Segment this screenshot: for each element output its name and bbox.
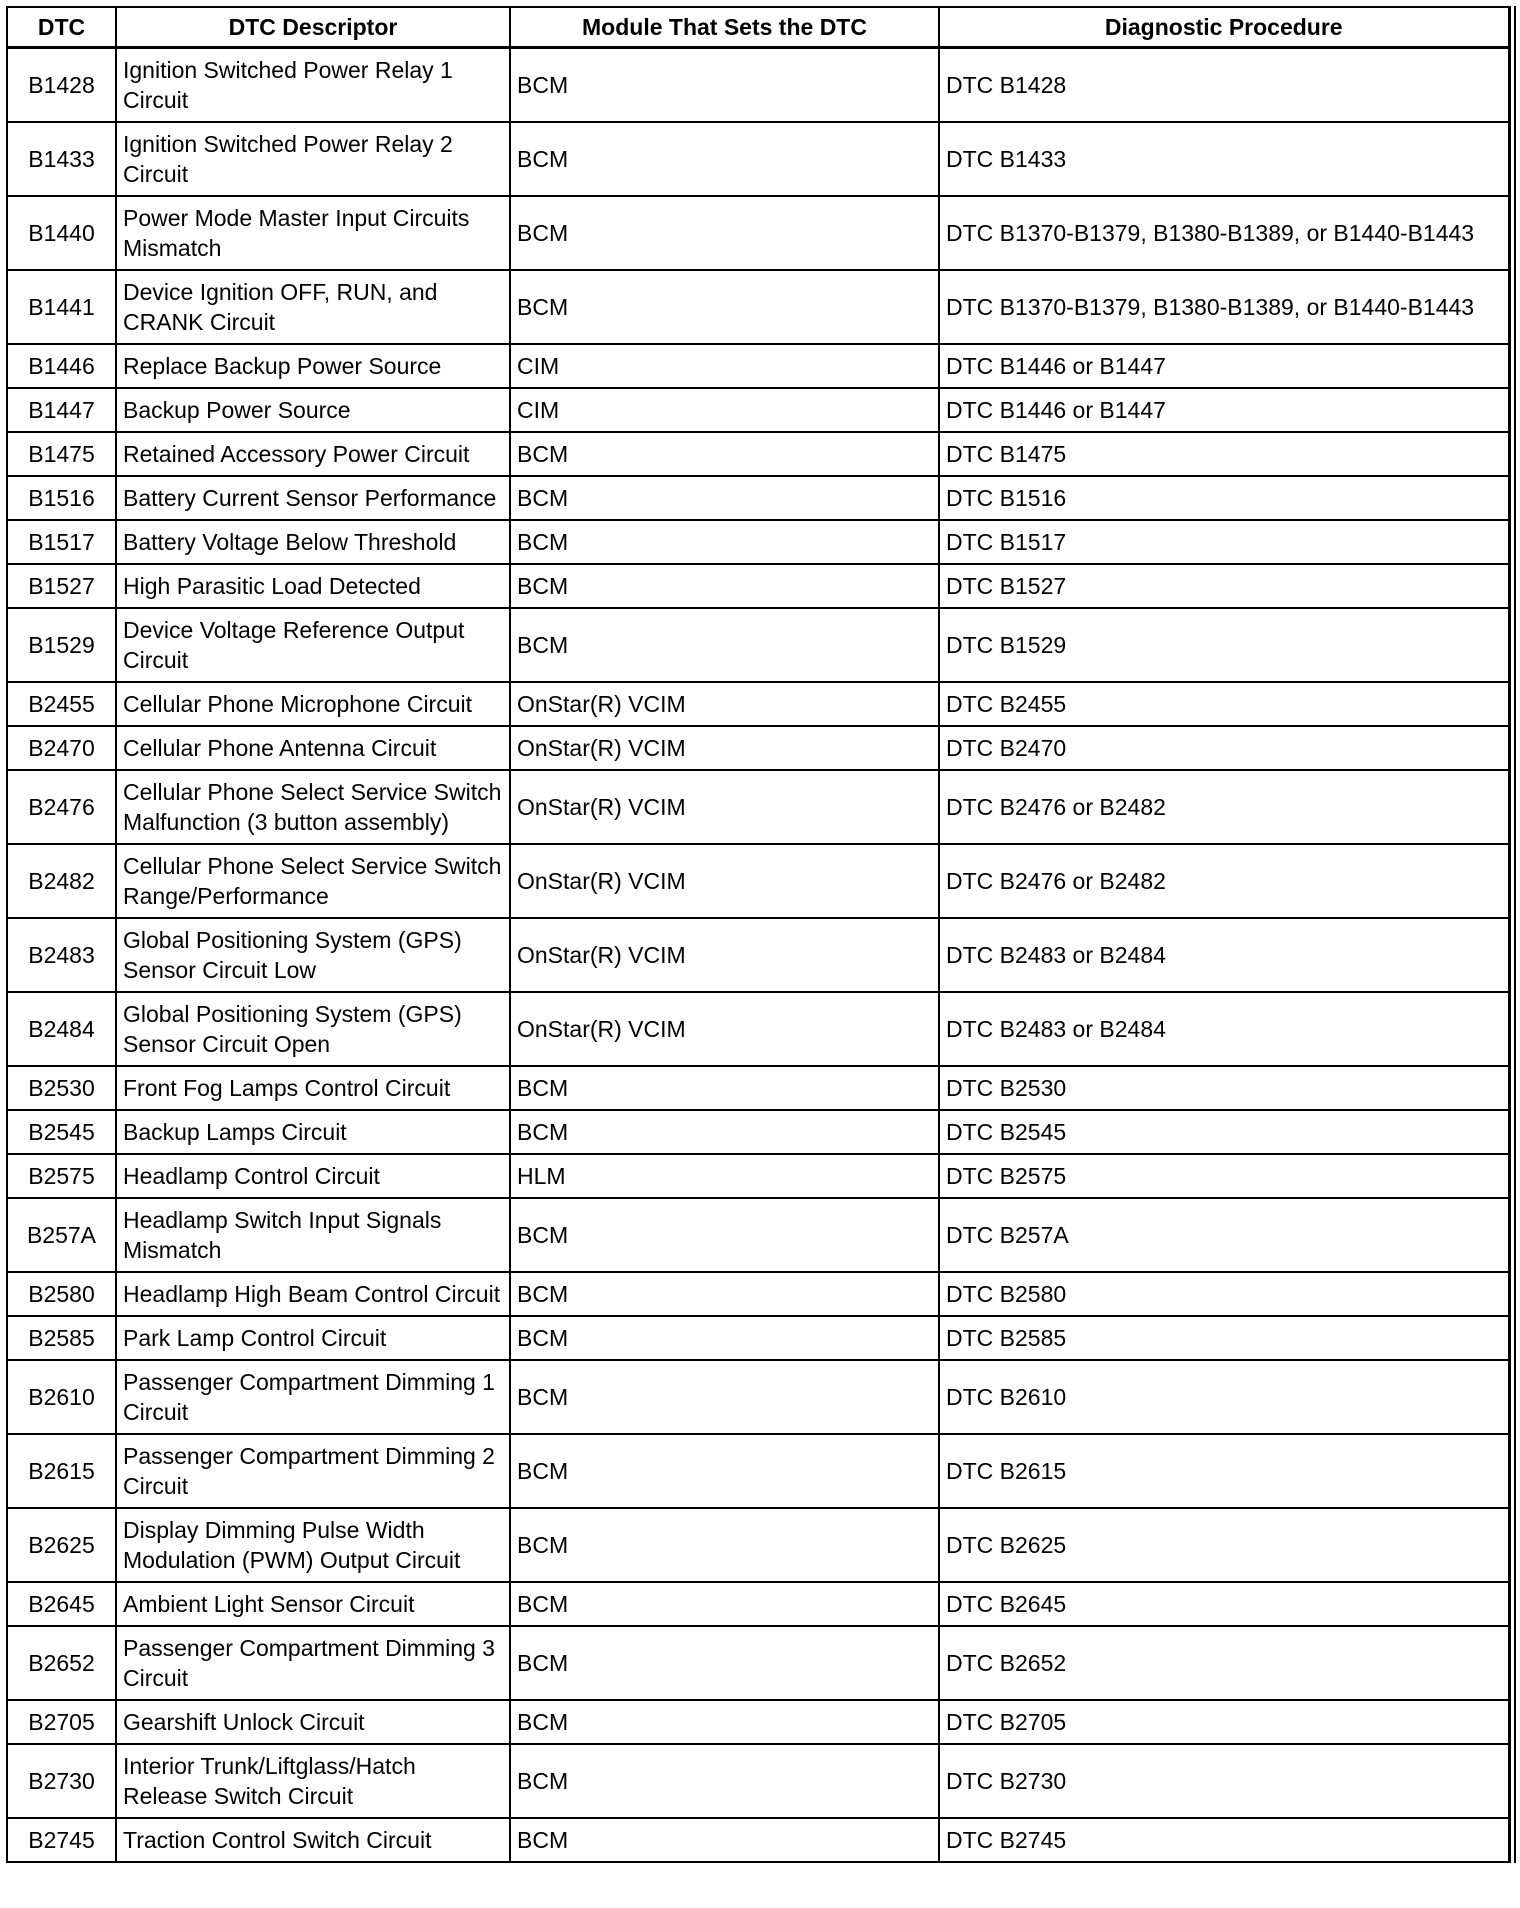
table-row (7, 726, 1509, 770)
header-descriptor: DTC Descriptor (116, 7, 510, 48)
diagnostic-procedure-cell: DTC B1529 (939, 608, 1509, 682)
dtc-descriptor-cell: Battery Voltage Below Threshold (116, 520, 510, 564)
diagnostic-procedure-cell: DTC B1370-B1379, B1380-B1389, or B1440-B1443 (939, 270, 1509, 344)
header-module: Module That Sets the DTC (510, 7, 939, 48)
diagnostic-procedure-cell: DTC B1446 or B1447 (939, 388, 1509, 432)
module-cell: BCM (510, 196, 939, 270)
dtc-code-cell: B2470 (7, 726, 116, 770)
dtc-code-cell: B1441 (7, 270, 116, 344)
dtc-table (6, 6, 1511, 1863)
dtc-code-cell: B1517 (7, 520, 116, 564)
module-cell: BCM (510, 520, 939, 564)
table-right-rule (1514, 6, 1516, 1863)
dtc-descriptor-cell: Front Fog Lamps Control Circuit (116, 1066, 510, 1110)
dtc-descriptor-cell: Backup Lamps Circuit (116, 1110, 510, 1154)
dtc-code-cell: B2455 (7, 682, 116, 726)
dtc-descriptor-cell: Retained Accessory Power Circuit (116, 432, 510, 476)
dtc-code-cell: B2615 (7, 1434, 116, 1508)
dtc-code-cell: B1440 (7, 196, 116, 270)
table-row (7, 918, 1509, 992)
dtc-descriptor-cell: Cellular Phone Microphone Circuit (116, 682, 510, 726)
diagnostic-procedure-cell: DTC B1428 (939, 48, 1509, 123)
diagnostic-procedure-cell: DTC B2585 (939, 1316, 1509, 1360)
module-cell: OnStar(R) VCIM (510, 682, 939, 726)
diagnostic-procedure-cell: DTC B2615 (939, 1434, 1509, 1508)
module-cell: OnStar(R) VCIM (510, 918, 939, 992)
module-cell: BCM (510, 1626, 939, 1700)
table-row (7, 196, 1509, 270)
dtc-descriptor-cell: Cellular Phone Select Service Switch Malfunction (3 button assembly) (116, 770, 510, 844)
module-cell: BCM (510, 1818, 939, 1862)
diagnostic-procedure-cell: DTC B1370-B1379, B1380-B1389, or B1440-B1443 (939, 196, 1509, 270)
dtc-code-cell: B2652 (7, 1626, 116, 1700)
table-body (7, 48, 1509, 1863)
module-cell: BCM (510, 1582, 939, 1626)
dtc-code-cell: B1516 (7, 476, 116, 520)
dtc-code-cell: B2476 (7, 770, 116, 844)
dtc-descriptor-cell: Headlamp Control Circuit (116, 1154, 510, 1198)
dtc-descriptor-cell: Battery Current Sensor Performance (116, 476, 510, 520)
table-row (7, 1626, 1509, 1700)
dtc-code-cell: B2575 (7, 1154, 116, 1198)
module-cell: BCM (510, 1066, 939, 1110)
dtc-descriptor-cell: Passenger Compartment Dimming 2 Circuit (116, 1434, 510, 1508)
table-row (7, 270, 1509, 344)
diagnostic-procedure-cell: DTC B1475 (939, 432, 1509, 476)
table-row (7, 608, 1509, 682)
dtc-code-cell: B2545 (7, 1110, 116, 1154)
diagnostic-procedure-cell: DTC B2580 (939, 1272, 1509, 1316)
dtc-code-cell: B2530 (7, 1066, 116, 1110)
module-cell: BCM (510, 1198, 939, 1272)
dtc-descriptor-cell: Headlamp Switch Input Signals Mismatch (116, 1198, 510, 1272)
module-cell: BCM (510, 1744, 939, 1818)
diagnostic-procedure-cell: DTC B2470 (939, 726, 1509, 770)
table-row (7, 432, 1509, 476)
module-cell: BCM (510, 1700, 939, 1744)
module-cell: BCM (510, 48, 939, 123)
table-row (7, 344, 1509, 388)
dtc-code-cell: B1428 (7, 48, 116, 123)
table-row (7, 992, 1509, 1066)
dtc-code-cell: B1447 (7, 388, 116, 432)
table-row (7, 48, 1509, 123)
diagnostic-procedure-cell: DTC B2545 (939, 1110, 1509, 1154)
diagnostic-procedure-cell: DTC B2476 or B2482 (939, 770, 1509, 844)
diagnostic-procedure-cell: DTC B2730 (939, 1744, 1509, 1818)
diagnostic-procedure-cell: DTC B2455 (939, 682, 1509, 726)
dtc-code-cell: B2483 (7, 918, 116, 992)
dtc-code-cell: B1529 (7, 608, 116, 682)
module-cell: BCM (510, 270, 939, 344)
dtc-descriptor-cell: Park Lamp Control Circuit (116, 1316, 510, 1360)
module-cell: OnStar(R) VCIM (510, 726, 939, 770)
table-row (7, 682, 1509, 726)
table-row (7, 1360, 1509, 1434)
dtc-descriptor-cell: Display Dimming Pulse Width Modulation (PWM) Output Circuit (116, 1508, 510, 1582)
module-cell: HLM (510, 1154, 939, 1198)
dtc-descriptor-cell: Traction Control Switch Circuit (116, 1818, 510, 1862)
table-row (7, 1154, 1509, 1198)
diagnostic-procedure-cell: DTC B2745 (939, 1818, 1509, 1862)
header-dtc: DTC (7, 7, 116, 48)
dtc-descriptor-cell: Ignition Switched Power Relay 2 Circuit (116, 122, 510, 196)
dtc-code-cell: B2625 (7, 1508, 116, 1582)
diagnostic-procedure-cell: DTC B2483 or B2484 (939, 918, 1509, 992)
diagnostic-procedure-cell: DTC B1517 (939, 520, 1509, 564)
dtc-descriptor-cell: Passenger Compartment Dimming 3 Circuit (116, 1626, 510, 1700)
table-row (7, 1744, 1509, 1818)
diagnostic-procedure-cell: DTC B1527 (939, 564, 1509, 608)
diagnostic-procedure-cell: DTC B1446 or B1447 (939, 344, 1509, 388)
dtc-code-cell: B2610 (7, 1360, 116, 1434)
table-row (7, 1110, 1509, 1154)
diagnostic-procedure-cell: DTC B1433 (939, 122, 1509, 196)
diagnostic-procedure-cell: DTC B2530 (939, 1066, 1509, 1110)
dtc-descriptor-cell: Passenger Compartment Dimming 1 Circuit (116, 1360, 510, 1434)
module-cell: BCM (510, 1508, 939, 1582)
table-row (7, 1066, 1509, 1110)
dtc-descriptor-cell: Power Mode Master Input Circuits Mismatch (116, 196, 510, 270)
dtc-descriptor-cell: Replace Backup Power Source (116, 344, 510, 388)
diagnostic-procedure-cell: DTC B2575 (939, 1154, 1509, 1198)
table-row (7, 844, 1509, 918)
table-row (7, 1700, 1509, 1744)
diagnostic-procedure-cell: DTC B2625 (939, 1508, 1509, 1582)
module-cell: BCM (510, 432, 939, 476)
module-cell: BCM (510, 1110, 939, 1154)
module-cell: BCM (510, 122, 939, 196)
diagnostic-procedure-cell: DTC B2652 (939, 1626, 1509, 1700)
module-cell: CIM (510, 388, 939, 432)
table-row (7, 476, 1509, 520)
header-row (7, 7, 1509, 48)
table-row (7, 1434, 1509, 1508)
dtc-code-cell: B1475 (7, 432, 116, 476)
dtc-code-cell: B1527 (7, 564, 116, 608)
table-row (7, 1818, 1509, 1862)
table-row (7, 1582, 1509, 1626)
dtc-code-cell: B2645 (7, 1582, 116, 1626)
table-row (7, 1272, 1509, 1316)
module-cell: BCM (510, 608, 939, 682)
dtc-descriptor-cell: Gearshift Unlock Circuit (116, 1700, 510, 1744)
dtc-code-cell: B2482 (7, 844, 116, 918)
diagnostic-procedure-cell: DTC B2476 or B2482 (939, 844, 1509, 918)
diagnostic-procedure-cell: DTC B2645 (939, 1582, 1509, 1626)
dtc-code-cell: B2730 (7, 1744, 116, 1818)
dtc-descriptor-cell: Ambient Light Sensor Circuit (116, 1582, 510, 1626)
dtc-code-cell: B1433 (7, 122, 116, 196)
module-cell: OnStar(R) VCIM (510, 992, 939, 1066)
diagnostic-procedure-cell: DTC B257A (939, 1198, 1509, 1272)
dtc-descriptor-cell: Global Positioning System (GPS) Sensor Circuit Open (116, 992, 510, 1066)
module-cell: BCM (510, 476, 939, 520)
dtc-descriptor-cell: Device Ignition OFF, RUN, and CRANK Circuit (116, 270, 510, 344)
header-procedure: Diagnostic Procedure (939, 7, 1509, 48)
table-row (7, 520, 1509, 564)
diagnostic-procedure-cell: DTC B2610 (939, 1360, 1509, 1434)
dtc-descriptor-cell: Cellular Phone Antenna Circuit (116, 726, 510, 770)
dtc-descriptor-cell: High Parasitic Load Detected (116, 564, 510, 608)
module-cell: OnStar(R) VCIM (510, 770, 939, 844)
dtc-descriptor-cell: Headlamp High Beam Control Circuit (116, 1272, 510, 1316)
table-row (7, 388, 1509, 432)
table-row (7, 770, 1509, 844)
dtc-code-cell: B2484 (7, 992, 116, 1066)
dtc-code-cell: B1446 (7, 344, 116, 388)
module-cell: OnStar(R) VCIM (510, 844, 939, 918)
table-row (7, 564, 1509, 608)
module-cell: BCM (510, 1316, 939, 1360)
module-cell: BCM (510, 1360, 939, 1434)
diagnostic-procedure-cell: DTC B2705 (939, 1700, 1509, 1744)
dtc-descriptor-cell: Ignition Switched Power Relay 1 Circuit (116, 48, 510, 123)
diagnostic-procedure-cell: DTC B2483 or B2484 (939, 992, 1509, 1066)
table-row (7, 122, 1509, 196)
module-cell: CIM (510, 344, 939, 388)
dtc-descriptor-cell: Backup Power Source (116, 388, 510, 432)
dtc-descriptor-cell: Device Voltage Reference Output Circuit (116, 608, 510, 682)
table-row (7, 1316, 1509, 1360)
dtc-code-cell: B2585 (7, 1316, 116, 1360)
diagnostic-procedure-cell: DTC B1516 (939, 476, 1509, 520)
dtc-descriptor-cell: Global Positioning System (GPS) Sensor Circuit Low (116, 918, 510, 992)
dtc-code-cell: B257A (7, 1198, 116, 1272)
module-cell: BCM (510, 564, 939, 608)
dtc-code-cell: B2580 (7, 1272, 116, 1316)
module-cell: BCM (510, 1434, 939, 1508)
module-cell: BCM (510, 1272, 939, 1316)
dtc-code-cell: B2745 (7, 1818, 116, 1862)
dtc-descriptor-cell: Cellular Phone Select Service Switch Range/Performance (116, 844, 510, 918)
dtc-code-cell: B2705 (7, 1700, 116, 1744)
table-row (7, 1198, 1509, 1272)
table-row (7, 1508, 1509, 1582)
dtc-descriptor-cell: Interior Trunk/Liftglass/Hatch Release Switch Circuit (116, 1744, 510, 1818)
table-header (7, 7, 1509, 48)
